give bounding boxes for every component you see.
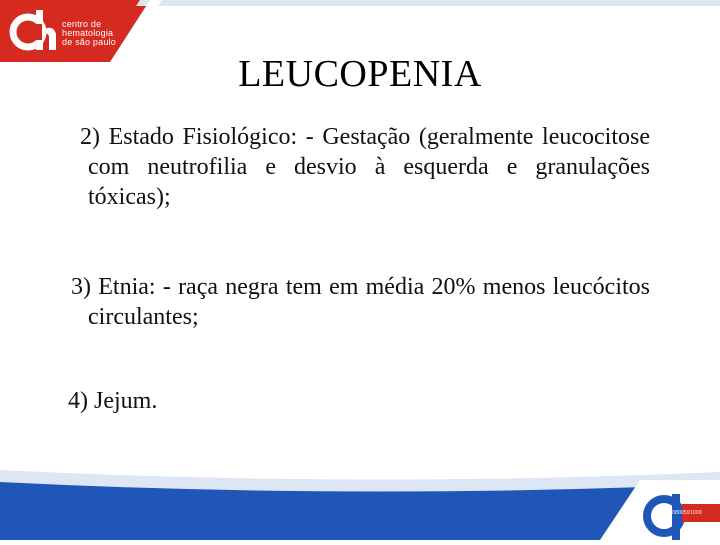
paragraph-fasting: 4) Jejum. (68, 388, 158, 414)
logo-line-3: de são paulo (62, 37, 116, 47)
logo-line-1: centro de (62, 19, 102, 29)
logo-text (62, 20, 116, 47)
ch-logo (6, 4, 136, 56)
slide-title: LEUCOPENIA (238, 53, 482, 95)
ch-logo-mark-icon (6, 4, 66, 56)
badge-phone-text: 0800591000 (672, 510, 702, 516)
paragraph-physiological-state: 2) Estado Fisiológico: - Gestação (geralmente leucocitose com neutrofilia e desvio à esquerda e granulações tóxicas); (80, 124, 650, 210)
paragraph-ethnicity: 3) Etnia: - raça negra tem em média 20% menos leucócitos circulantes; (71, 274, 650, 330)
logo-line-2: hematologia (62, 28, 114, 38)
footer-band (0, 462, 720, 540)
